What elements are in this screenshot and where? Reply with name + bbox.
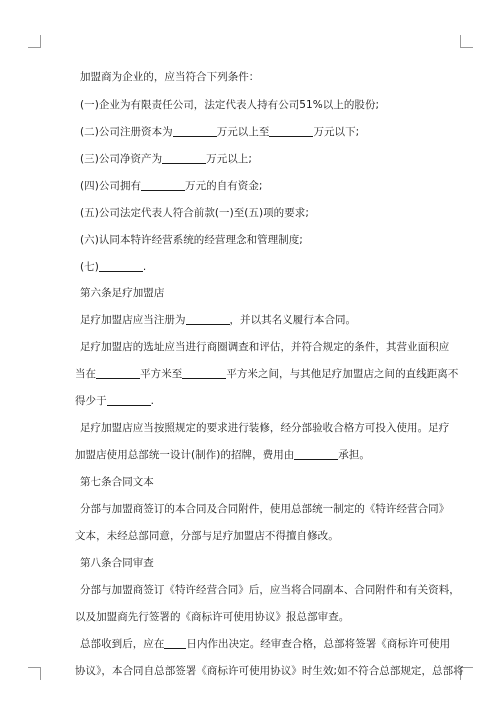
line-text: 平方米之间，与其他足疗加盟店之间的直线距离不 (226, 368, 459, 380)
section-heading: 第六条足疗加盟店 (80, 287, 165, 299)
crop-mark-bottom-left (28, 667, 41, 680)
line-text: 日内作出决定。经审查合格，总部将签署《商标许可使用 (186, 638, 451, 650)
paragraph-line (75, 395, 154, 408)
line-text: 平方米至 (140, 368, 183, 380)
line-text: 总部收到后，应在 (80, 638, 165, 650)
fill-in-blank (269, 126, 313, 137)
paragraph-line: (五)公司法定代表人符合前款(一)至(五)项的要求; (80, 207, 309, 219)
line-text: (二)公司注册资本为 (80, 126, 173, 138)
paragraph-line (80, 180, 262, 193)
fill-in-blank (162, 153, 206, 164)
line-text: . (150, 395, 155, 407)
line-text: . (142, 261, 147, 273)
paragraph-line: 文本，未经总部同意，分部与足疗加盟店不得擅自修改。 (75, 530, 339, 542)
line-text: 万元以上至 (216, 126, 270, 138)
fill-in-blank (294, 449, 338, 460)
fill-in-blank (99, 261, 143, 272)
paragraph-line: 足疗加盟店的选址应当进行商圈调查和评估，并符合规定的条件，其营业面积应 (80, 341, 450, 353)
paragraph-line (75, 449, 370, 462)
section-heading: 第七条合同文本 (80, 476, 154, 488)
paragraph-line: 分部与加盟商签订的本合同及合同附件，使用总部统一制定的《特许经营合同》 (80, 503, 450, 515)
line-text: ，并以其名义履行本合同。 (229, 314, 357, 326)
crop-mark-top-right (460, 35, 473, 48)
paragraph-line: (六)认同本特许经营系统的经营理念和管理制度; (80, 234, 303, 246)
line-text: 万元的自有资金; (185, 180, 263, 192)
fill-in-blank (96, 368, 140, 379)
paragraph-line (80, 638, 450, 651)
line-text: (七) (80, 261, 99, 273)
paragraph-line: (一)企业为有限责任公司，法定代表人持有公司51%以上的股份; (80, 99, 380, 111)
fill-in-blank (141, 180, 185, 191)
line-text: 万元以下; (313, 126, 360, 138)
fill-in-blank (182, 368, 226, 379)
line-text: 得少于 (75, 395, 107, 407)
fill-in-blank (107, 395, 151, 406)
paragraph-line: 分部与加盟商签订《特许经营合同》后，应当将合同副本、合同附件和有关资料， (80, 584, 460, 596)
line-text: 承担。 (338, 449, 370, 461)
crop-mark-top-left (28, 35, 41, 48)
paragraph-line: 加盟商为企业的，应当符合下列条件： (80, 71, 260, 83)
paragraph-line (80, 126, 359, 139)
paragraph-line (80, 261, 146, 274)
line-text: 加盟店使用总部统一设计(制作)的招牌，费用由 (75, 449, 295, 461)
line-text: 足疗加盟店应当注册为 (80, 314, 186, 326)
paragraph-line (80, 153, 252, 166)
paragraph-line: 协议》，本合同自总部签署《商标许可使用协议》时生效;如不符合总部规定，总部将 (75, 665, 464, 677)
line-text: 万元以上; (206, 153, 252, 165)
fill-in-blank (164, 638, 186, 649)
line-text: (三)公司净资产为 (80, 153, 163, 165)
fill-in-blank (186, 314, 230, 325)
line-text: (四)公司拥有 (80, 180, 142, 192)
section-heading: 第八条合同审查 (80, 557, 154, 569)
fill-in-blank (173, 126, 217, 137)
paragraph-line (80, 314, 356, 327)
paragraph-line: 以及加盟商先行签署的《商标许可使用协议》报总部审查。 (75, 611, 350, 623)
paragraph-line: 足疗加盟店应当按照规定的要求进行装修，经分部验收合格方可投入使用。足疗 (80, 422, 450, 434)
paragraph-line (75, 368, 458, 381)
line-text: 当在 (75, 368, 97, 380)
